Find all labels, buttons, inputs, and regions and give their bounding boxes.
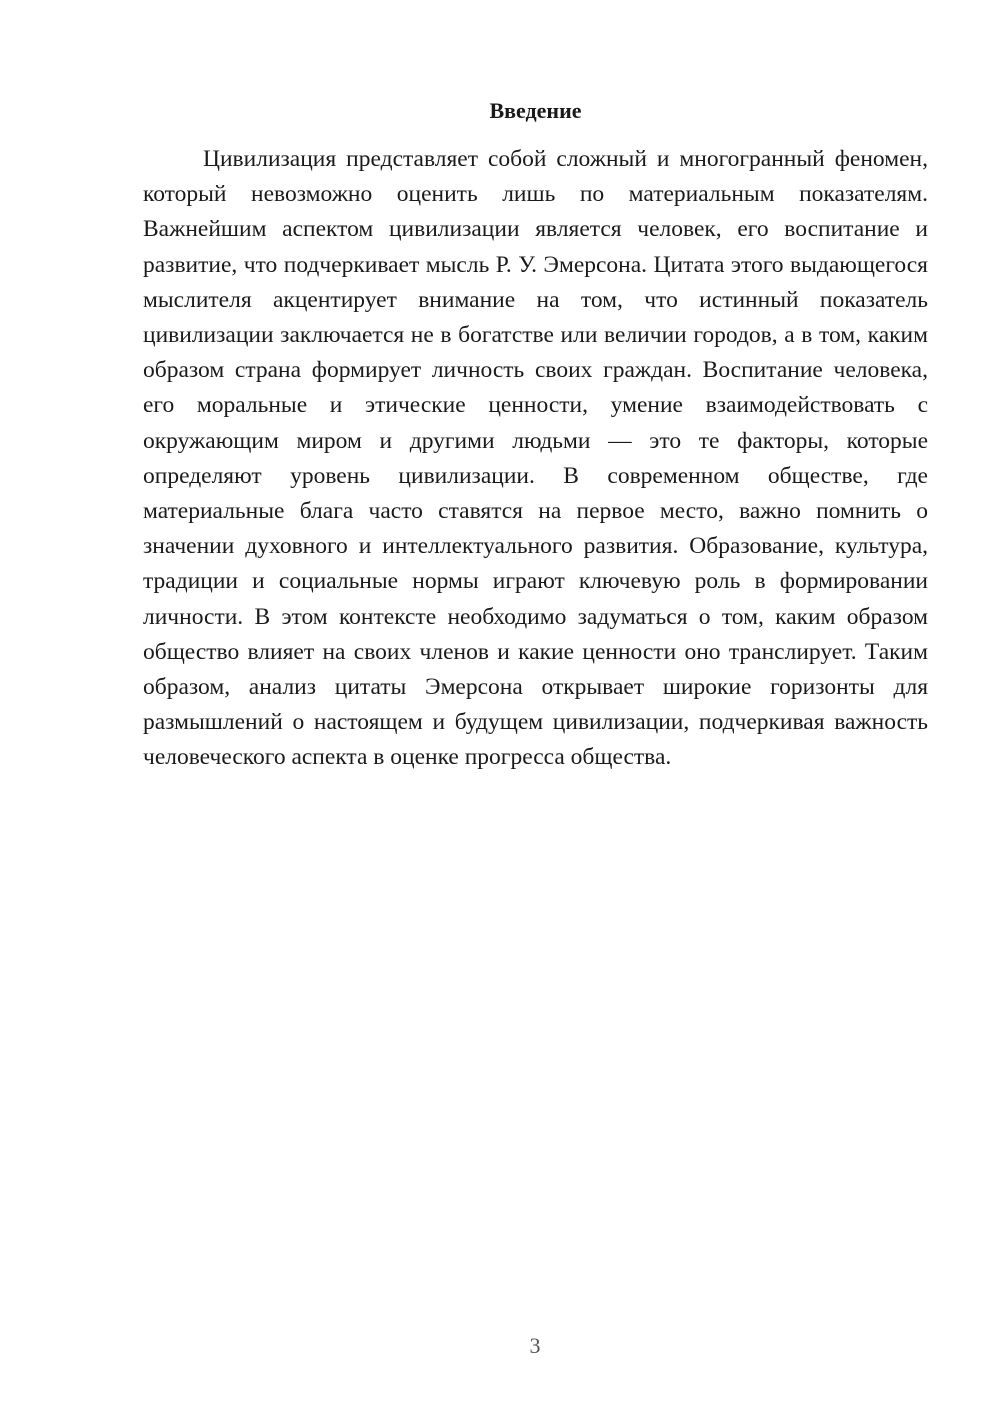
page-number: 3 xyxy=(529,1333,541,1358)
section-heading: Введение xyxy=(489,98,582,123)
body-paragraph: Цивилизация представляет собой сложный и многогранный феномен, который невозможно оценить лишь по материальным показателям. Важнейшим аспектом цивилизации является человек, его воспитание и развитие, что подчеркивает мысль Р. У. Эмерсона. Цитата этого выдающегося мыслителя акцентирует внимание на том, что истинный показатель цивилизации заключается не в богатстве или величии городов, а в том, каким образом страна формирует личность своих граждан. Воспитание человека, его моральные и этические ценности, умение взаимодействовать с окружающим миром и другими людьми — это те факторы, которые определяют уровень цивилизации. В современном обществе, где материальные блага часто ставятся на первое место, важно помнить о значении духовного и интеллектуального развития. Образование, культура, традиции и социальные нормы играют ключевую роль в формировании личности. В этом контексте необходимо задуматься о том, каким образом общество влияет на своих членов и какие ценности оно транслирует. Таким образом, анализ цитаты Эмерсона открывает широкие горизонты для размышлений о настоящем и будущем цивилизации, подчеркивая важность человеческого аспекта в оценке прогресса общества. xyxy=(143,146,928,771)
